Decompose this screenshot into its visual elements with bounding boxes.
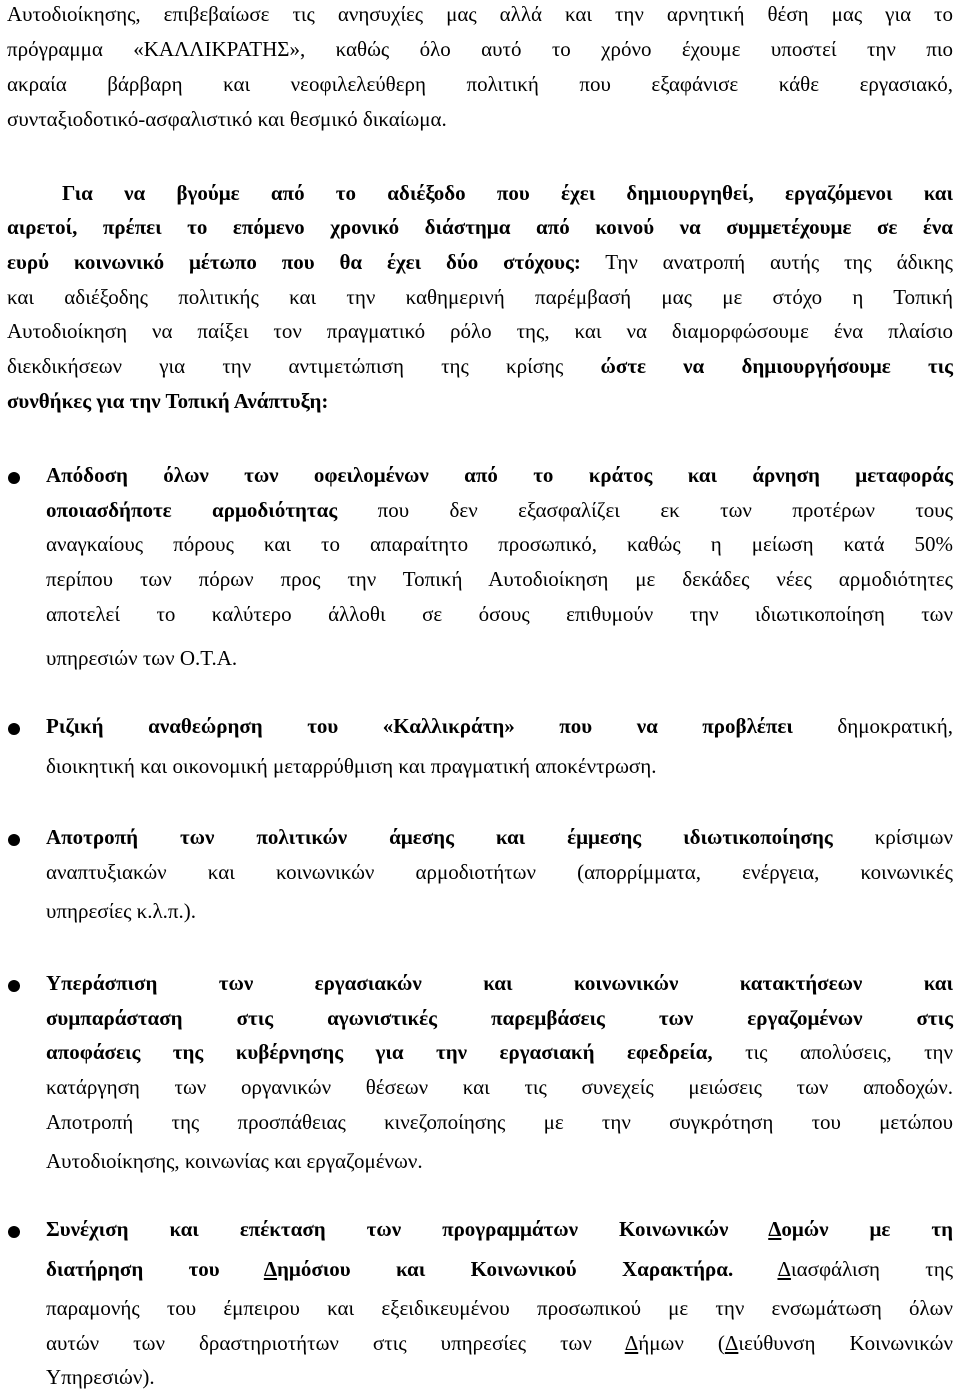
bullet-line (46, 1257, 953, 1281)
bold-text: ώστε να δημιουργήσουμε τις (600, 354, 953, 378)
bullet-line (46, 1331, 953, 1355)
paragraph-line: και αδιέξοδης πολιτικής και την καθημερινή παρέμβασή μας με στόχο η Τοπική (7, 285, 953, 309)
bold-text: Αποτροπή των πολιτικών άμεσης και έμμεσης ιδιωτικοποίησης (46, 825, 833, 849)
bullet-line: Αποτροπή της προσπάθειας κινεζοποίησης με την συγκρότηση του μετώπου (46, 1110, 953, 1134)
intro-line: ακραία βάρβαρη και νεοφιλελεύθερη πολιτική που εξαφάνισε κάθε εργασιακό, (7, 72, 953, 96)
text: ήμων ( (638, 1331, 725, 1355)
bold-text: οποιασδήποτε αρμοδιότητας (46, 498, 338, 522)
bullet-icon (8, 980, 20, 992)
bullet-icon (8, 723, 20, 735)
bullet-line (46, 1040, 953, 1064)
bullet-line: διοικητική και οικονομική μεταρρύθμιση και πραγματική αποκέντρωση. (46, 754, 657, 778)
bold-text: Ριζική αναθεώρηση του «Καλλικράτη» που να προβλέπει (46, 714, 793, 738)
text: ιεύθυνση Κοινωνικών (738, 1331, 954, 1355)
paragraph-line: Αυτοδιοίκηση να παίξει τον πραγματικό ρόλο της, και να διαμορφώσουμε ένα πλαίσιο (7, 319, 953, 343)
bold-text: ημόσιου και Κοινωνικού Χαρακτήρα. (277, 1257, 734, 1281)
bullet-icon (8, 1226, 20, 1238)
paragraph-line (7, 250, 953, 274)
text: ιασφάλιση της (790, 1257, 954, 1281)
bullet-line: συμπαράσταση στις αγωνιστικές παρεμβάσεις των εργαζομένων στις (46, 1006, 953, 1030)
paragraph-line (7, 354, 953, 378)
bullet-line: υπηρεσιών των Ο.Τ.Α. (46, 646, 238, 670)
bullet-line: Υπεράσπιση των εργασιακών και κοινωνικών κατακτήσεων και (46, 971, 953, 995)
bold-text: ομών με τη (781, 1217, 953, 1241)
paragraph-line: αιρετοί, πρέπει το επόμενο χρονικό διάστημα από κοινού να συμμετέχουμε σε ένα (7, 215, 953, 239)
underlined-letter: Δ (724, 1331, 739, 1355)
bullet-line: περίπου των πόρων προς την Τοπική Αυτοδιοίκηση με δεκάδες νέες αρμοδιότητες (46, 567, 953, 591)
intro-line: πρόγραμμα «ΚΑΛΛΙΚΡΑΤΗΣ», καθώς όλο αυτό το χρόνο έχουμε υποστεί την πιο (7, 37, 953, 61)
bullet-line (46, 714, 953, 738)
paragraph-line: Για να βγούμε από το αδιέξοδο που έχει δημιουργηθεί, εργαζόμενοι και (62, 181, 953, 205)
text: που δεν εξασφαλίζει εκ των προτέρων τους (337, 498, 953, 522)
bullet-line: παραμονής του έμπειρου και εξειδικευμένου προσωπικού με την ενσωμάτωση όλων (46, 1296, 953, 1320)
bullet-line: υπηρεσίες κ.λ.π.). (46, 899, 196, 923)
bullet-line: κατάργηση των οργανικών θέσεων και τις συνεχείς μειώσεις των αποδοχών. (46, 1075, 953, 1099)
bullet-line: αποτελεί το καλύτερο άλλοθι σε όσους επιθυμούν την ιδιωτικοποίηση των (46, 602, 953, 626)
bold-text: Συνέχιση και επέκταση των προγραμμάτων Κοινωνικών (46, 1217, 769, 1241)
text: αυτών των δραστηριοτήτων στις υπηρεσίες των (46, 1331, 625, 1355)
bullet-line (46, 498, 953, 522)
underlined-letter: Δ (768, 1217, 782, 1241)
bold-text: ευρύ κοινωνικό μέτωπο που θα έχει δύο στόχους: (7, 250, 581, 274)
intro-line: συνταξιοδοτικό-ασφαλιστικό και θεσμικό δικαίωμα. (7, 107, 447, 131)
text: δημοκρατική, (792, 714, 953, 738)
text: διεκδικήσεων για την αντιμετώπιση της κρίσης (7, 354, 601, 378)
text: κρίσιμων (832, 825, 953, 849)
bullet-line: Υπηρεσιών). (46, 1365, 155, 1389)
bullet-line: Απόδοση όλων των οφειλομένων από το κράτος και άρνηση μεταφοράς (46, 463, 953, 487)
underlined-letter: Δ (777, 1257, 791, 1281)
bullet-line: Αυτοδιοίκησης, κοινωνίας και εργαζομένων. (46, 1149, 423, 1173)
bold-text: διατήρηση του (46, 1257, 264, 1281)
bold-text: αποφάσεις της κυβέρνησης για την εργασιακή εφεδρεία, (46, 1040, 713, 1064)
bullet-line: αναπτυξιακών και κοινωνικών αρμοδιοτήτων (απορρίμματα, ενέργεια, κοινωνικές (46, 860, 953, 884)
bullet-icon (8, 472, 20, 484)
underlined-letter: Δ (263, 1257, 277, 1281)
underlined-letter: Δ (624, 1331, 639, 1355)
text (733, 1257, 777, 1281)
paragraph-line: συνθήκες για την Τοπική Ανάπτυξη: (7, 389, 329, 413)
bullet-line: αναγκαίους πόρους και το απαραίτητο προσωπικό, καθώς η μείωση κατά 50% (46, 532, 953, 556)
bullet-icon (8, 834, 20, 846)
intro-line: Αυτοδιοίκησης, επιβεβαίωσε τις ανησυχίες μας αλλά και την αρνητική θέση μας για το (7, 2, 953, 26)
bullet-line (46, 1217, 953, 1241)
bullet-line (46, 825, 953, 849)
text: Την ανατροπή αυτής της άδικης (580, 250, 954, 274)
text: τις απολύσεις, την (712, 1040, 953, 1064)
